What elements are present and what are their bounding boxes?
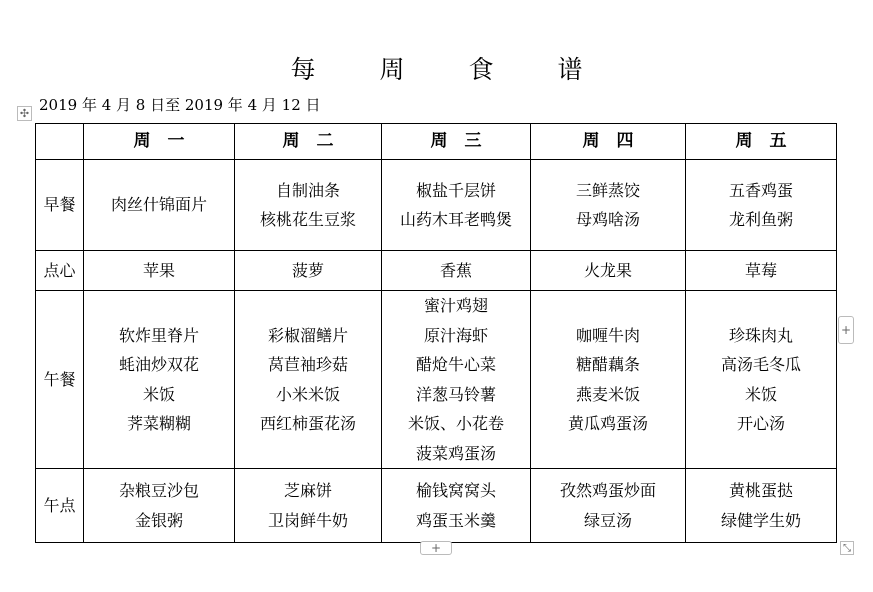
dish-item: 自制油条 <box>275 180 340 200</box>
dish-item: 软炸里脊片 <box>118 325 199 345</box>
dish-item: 米饭 <box>142 384 175 404</box>
dish-item: 香蕉 <box>439 260 472 280</box>
add-row-button[interactable]: + <box>420 541 452 555</box>
title-char: 每 <box>290 55 316 84</box>
menu-cell[interactable] <box>686 160 837 251</box>
menu-cell[interactable] <box>382 291 531 469</box>
menu-cell[interactable] <box>531 160 686 251</box>
dish-item: 肉丝什锦面片 <box>110 195 207 215</box>
dish-item: 菠萝 <box>291 260 324 280</box>
title-char: 谱 <box>557 55 583 84</box>
meal-label: 早餐 <box>36 160 84 251</box>
dish-item: 小米米饭 <box>275 384 340 404</box>
menu-cell[interactable] <box>686 469 837 543</box>
menu-cell[interactable] <box>235 291 382 469</box>
dish-item: 榆钱窝窝头 <box>415 481 496 500</box>
meal-label: 点心 <box>36 251 84 291</box>
dish-item: 火龙果 <box>583 260 632 280</box>
menu-cell[interactable] <box>382 160 531 251</box>
meal-label: 午餐 <box>36 291 84 469</box>
dish-item: 糖醋藕条 <box>575 355 640 374</box>
dish-item: 米饭、小花卷 <box>407 414 504 433</box>
dish-item: 核桃花生豆浆 <box>259 210 356 229</box>
dish-item: 荠菜糊糊 <box>126 414 191 433</box>
dish-item: 金银粥 <box>134 510 183 530</box>
menu-cell[interactable] <box>84 251 235 291</box>
menu-cell[interactable] <box>531 251 686 291</box>
dish-item: 高汤毛冬瓜 <box>720 355 801 374</box>
menu-cell[interactable] <box>84 160 235 251</box>
dish-item: 苹果 <box>142 260 175 280</box>
meal-row <box>36 469 837 543</box>
menu-cell[interactable] <box>84 291 235 469</box>
dish-item: 菠菜鸡蛋汤 <box>415 443 496 463</box>
day-header: 周 五 <box>686 124 837 160</box>
dish-item: 蜜汁鸡翅 <box>423 296 488 315</box>
menu-cell[interactable] <box>84 469 235 543</box>
day-header: 周 四 <box>531 124 686 160</box>
table-resize-handle[interactable] <box>840 541 854 555</box>
meal-row <box>36 251 837 291</box>
menu-cell[interactable] <box>531 291 686 469</box>
move-icon: ✣ <box>19 107 30 120</box>
dish-item: 咖喱牛肉 <box>575 325 640 345</box>
dish-item: 杂粮豆沙包 <box>118 481 199 500</box>
menu-cell[interactable] <box>235 251 382 291</box>
dish-item: 草莓 <box>744 260 777 280</box>
page-title <box>0 50 873 86</box>
menu-cell[interactable] <box>235 469 382 543</box>
dish-item: 彩椒溜鳝片 <box>267 325 348 345</box>
menu-cell[interactable] <box>531 469 686 543</box>
dish-item: 米饭 <box>744 384 777 404</box>
day-header: 周 二 <box>235 124 382 160</box>
dish-item: 三鲜蒸饺 <box>575 180 640 200</box>
dish-item: 山药木耳老鸭煲 <box>399 210 512 229</box>
meal-row <box>36 291 837 469</box>
date-range: 2019 年 4 月 8 日至 2019 年 4 月 12 日 <box>39 96 321 114</box>
dish-item: 燕麦米饭 <box>575 384 640 404</box>
dish-item: 龙利鱼粥 <box>728 210 793 229</box>
dish-item: 西红柿蛋花汤 <box>259 414 356 433</box>
dish-item: 黄桃蛋挞 <box>728 481 793 500</box>
title-char: 周 <box>379 55 405 84</box>
dish-item: 醋炝牛心菜 <box>415 355 496 374</box>
title-char: 食 <box>468 55 494 84</box>
dish-item: 黄瓜鸡蛋汤 <box>567 414 648 433</box>
add-column-button[interactable]: + <box>838 316 854 344</box>
dish-item: 洋葱马铃薯 <box>415 384 496 404</box>
menu-cell[interactable] <box>235 160 382 251</box>
dish-item: 芝麻饼 <box>283 481 332 500</box>
menu-cell[interactable] <box>382 469 531 543</box>
dish-item: 母鸡啥汤 <box>575 210 640 229</box>
dish-item: 开心汤 <box>736 414 785 433</box>
menu-cell[interactable] <box>382 251 531 291</box>
dish-item: 珍珠肉丸 <box>728 325 793 345</box>
dish-item: 卫岗鲜牛奶 <box>267 510 348 530</box>
corner-cell <box>36 124 84 160</box>
dish-item: 蚝油炒双花 <box>118 355 199 374</box>
weekly-menu-table <box>35 123 837 543</box>
dish-item: 绿健学生奶 <box>720 510 801 530</box>
menu-cell[interactable] <box>686 291 837 469</box>
dish-item: 孜然鸡蛋炒面 <box>559 481 656 500</box>
table-header-row <box>36 124 837 160</box>
dish-item: 绿豆汤 <box>583 510 632 530</box>
dish-item: 五香鸡蛋 <box>728 180 793 200</box>
meal-row <box>36 160 837 251</box>
table-move-handle[interactable] <box>17 106 32 121</box>
meal-label: 午点 <box>36 469 84 543</box>
dish-item: 椒盐千层饼 <box>415 180 496 200</box>
day-header: 周 一 <box>84 124 235 160</box>
dish-item: 莴苣袖珍菇 <box>267 355 348 374</box>
dish-item: 鸡蛋玉米羹 <box>415 510 496 530</box>
menu-cell[interactable] <box>686 251 837 291</box>
day-header: 周 三 <box>382 124 531 160</box>
dish-item: 原汁海虾 <box>423 325 488 345</box>
resize-icon: ⤡ <box>843 542 851 554</box>
